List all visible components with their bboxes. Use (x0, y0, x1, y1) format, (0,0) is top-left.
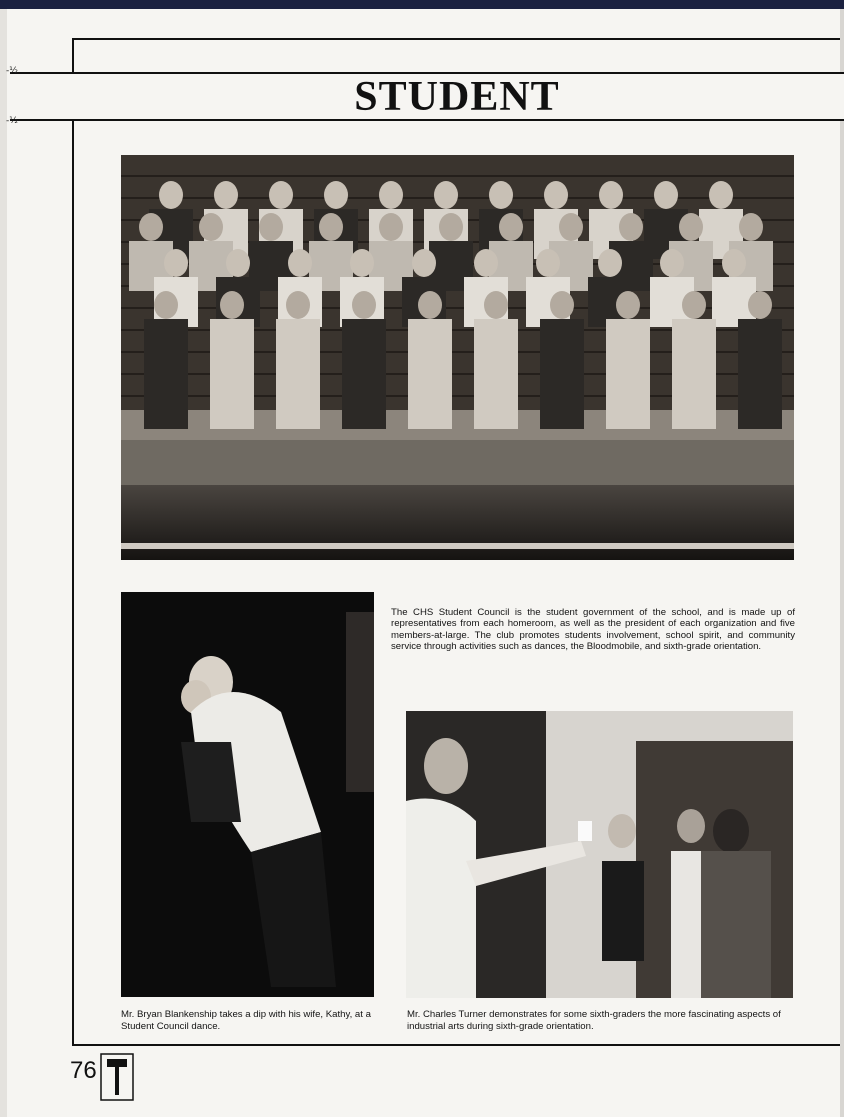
scan-left-edge (0, 9, 7, 1117)
scan-top-edge (0, 0, 844, 9)
caption-dance: Mr. Bryan Blankenship takes a dip with his wife, Kathy, at a Student Council dance. (121, 1009, 371, 1032)
margin-mark: -½ (6, 116, 18, 126)
group-photo (121, 155, 794, 560)
margin-mark: -½ (6, 66, 18, 76)
article-text: The CHS Student Council is the student government of the school, and is made up of representatives from each homeroom, as well as the president of each organization and five members-at-large. The club promotes students involvement, school spirit, and community service through activities such as dances, the Bloodmobile, and sixth-grade orientation. (391, 606, 795, 653)
scan-right-edge (840, 9, 844, 1117)
caption-demo: Mr. Charles Turner demonstrates for some sixth-graders the more fascinating aspects of industrial arts during sixth-grade orientation. (407, 1009, 781, 1032)
hammer-icon (100, 1053, 134, 1101)
page-title: STUDENT (354, 74, 560, 120)
demo-photo (406, 711, 793, 998)
dance-photo (121, 592, 374, 997)
page-number: 76 (70, 1057, 97, 1084)
